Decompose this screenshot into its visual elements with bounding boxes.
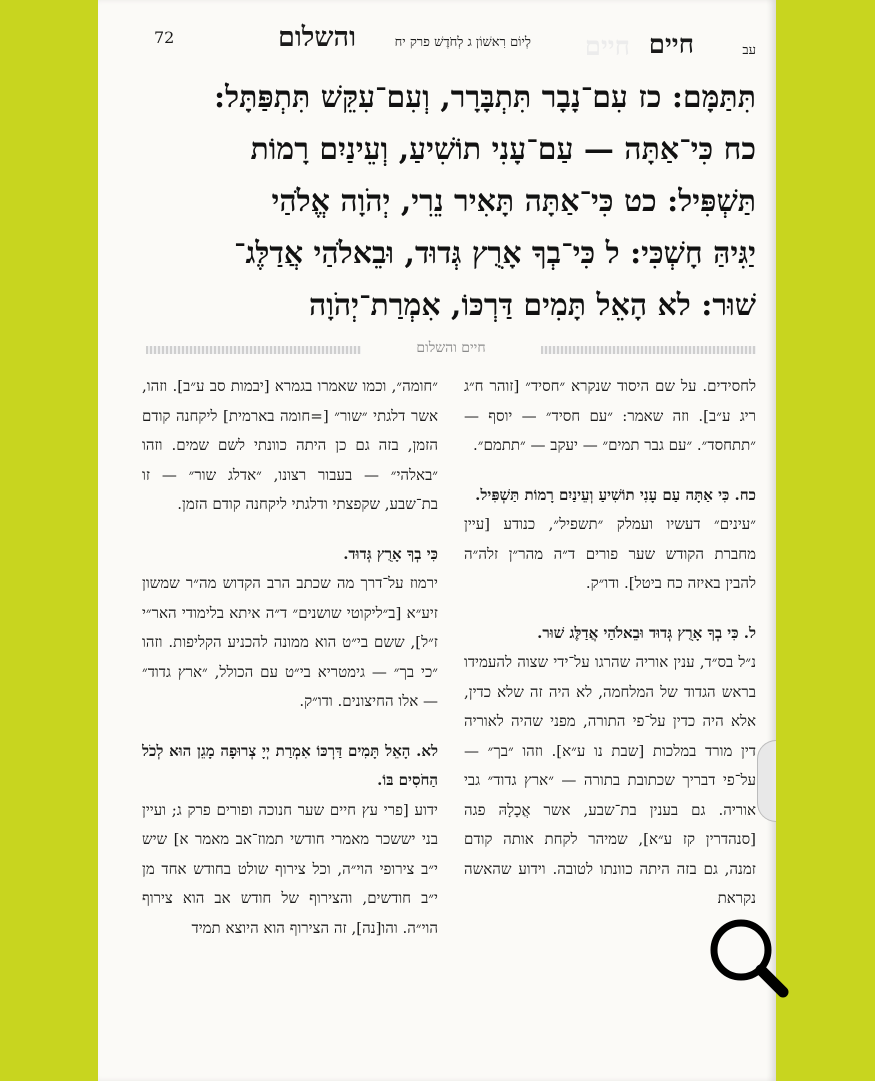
page-number: 72 [154,28,175,47]
commentary-paragraph: לחסידים. על שם היסוד שנקרא ״חסיד״ [זוהר ח״ג ריג ע״ב]. וזה שאמר: ״עם חסיד״ — יוסף — ״תתחסד״. ״עם גבר תמים״ — יעקב — ״תתמם״. [464,377,756,454]
commentary-paragraph: ירמוז על־דרך מה שכתב הרב הקדוש מה״ר שמשון זיע״א [ב״ליקוטי שושנים״ ד״ה איתא בלימודי האר״י ז״ל], ששם בי״ט הוא ממונה להכניע הקליפות. וזהו ״כי בך״ — גימטריא בי״ט עם הכולל, ״ארץ גדוד״ — אלו החיצונים. ודו״ק. [142,574,438,710]
commentary-heading: כִּי בְךָ אָרֻץ גְּדוּד. [343,544,438,563]
commentary-paragraph: ידוע [פרי עץ חיים שער חנוכה ופורים פרק ג; ועיין בני יששכר מאמרי חודשי תמוז־אב מאמר א] שיש י״ב צירופי הוי״ה, וכל צירוף שולט בחודש אחד מן י״ב חודשים, והצירוף של חודש אב הוא צירוף הוי״ה. והו[נה], זה הצירוף הוא היוצא תמיד [142,800,438,937]
verse-line: יַגִּיהַּ חָשְׁכִּי: ל כִּי־בְךָ אָרֻץ גְּדוּד, וּבֵאלֹהַי אֲדַלֶּג־ [233,236,756,271]
magnifier-icon[interactable] [703,912,793,1002]
running-header [98,14,776,62]
header-ghost-text: חיים [584,32,630,62]
section-divider [146,340,756,360]
commentary-column-left [142,372,438,1072]
header-title-right: חיים [648,30,694,60]
commentary-paragraph: ״חומה״, וכמו שאמרו בגמרא [יבמות סב ע״ב]. וזהו, אשר דלגתי ״שור״ [=חומה בארמית] ליקחנה קודם הזמן, בזה גם כן היתה כוונתי לשם שמים. וזהו ״באלהי״ — בעבור רצונו, ״אדלג שור״ — זו בת־שבע, שקפצתי ודלגתי ליקחנה קודם הזמן. [142,377,438,513]
header-day-info: לְיוֹם רִאשׁוֹן ג לְחֹדֶשׁ פרק יח [394,35,531,50]
divider-label: חיים והשלום [408,340,493,357]
divider-band-left [146,346,361,354]
verse-line: כח כִּי־אַתָּה — עַם־עָנִי תוֹשִׁיעַ, וְעֵינַיִם רָמוֹת [250,132,756,167]
verse-line: שׁוּר: לא הָאֵל תָּמִים דַּרְכּוֹ, אִמְרַת־יְהֹוָה [308,288,756,323]
verse-block [116,72,756,332]
commentary-paragraph: נ״ל בס״ד, ענין אוריה שהרגו על־ידי שצוה להעמידו בראש הגדוד של המלחמה, לא היה זה שלא כדין, אלא היה כדין על־פי התורה, מפני שהיה לאוריה דין מורד במלכות [שבת נו ע״א]. וזהו ״בך״ — על־פי דבריך שכתובת בתורה — ״ארץ גדוד״ גבי אוריה. גם בענין בת־שבע, אשר אֲכָלָהּ פגה [סנהדרין קז ע״א], שמיהר לקחת אותה קודם זמנה, גם בזה היתה כוונתו לטובה. וידוע שהאשה נקראת [464,653,756,907]
commentary-heading: לא. הָאֵל תָּמִים דַּרְכּוֹ אִמְרַת יְיָ צְרוּפָה מָגֵן הוּא לְכֹל הַחֹסִים בּוֹ. [142,741,438,789]
book-page [98,0,776,1081]
verse-line: תַּשְׁפִּיל: כט כִּי־אַתָּה תָּאִיר נֵרִי, יְהֹוָה אֱלֹהַי [271,184,756,219]
verse-line: תִּתַּמָּם: כז עִם־נָבָר תִּתְבָּרָר, וְעִם־עִקֵּשׁ תִּתְפַּתָּל: [214,80,756,115]
page-thumb-tab [757,740,776,822]
commentary-heading: כח. כִּי אַתָּה עַם עָנִי תוֹשִׁיעַ וְעֵינַיִם רָמוֹת תַּשְׁפִּיל. [475,485,756,504]
commentary-paragraph: ״עינים״ דעשיו ועמלק ״תשפיל״, כנודע [עיין מחברת הקודש שער פורים ד״ה מהר״ן זלה״ה להבין באיזה כח ביטל]. ודו״ק. [464,515,756,592]
header-page-marker: עב [742,43,756,58]
divider-band-right [541,346,756,354]
commentary-heading: ל. כִּי בְךָ אָרֻץ גְּדוּד וּבֵאלֹהַי אֲדַלֶּג שׁוּר. [537,623,756,642]
header-title-left: והשלום [278,22,356,53]
